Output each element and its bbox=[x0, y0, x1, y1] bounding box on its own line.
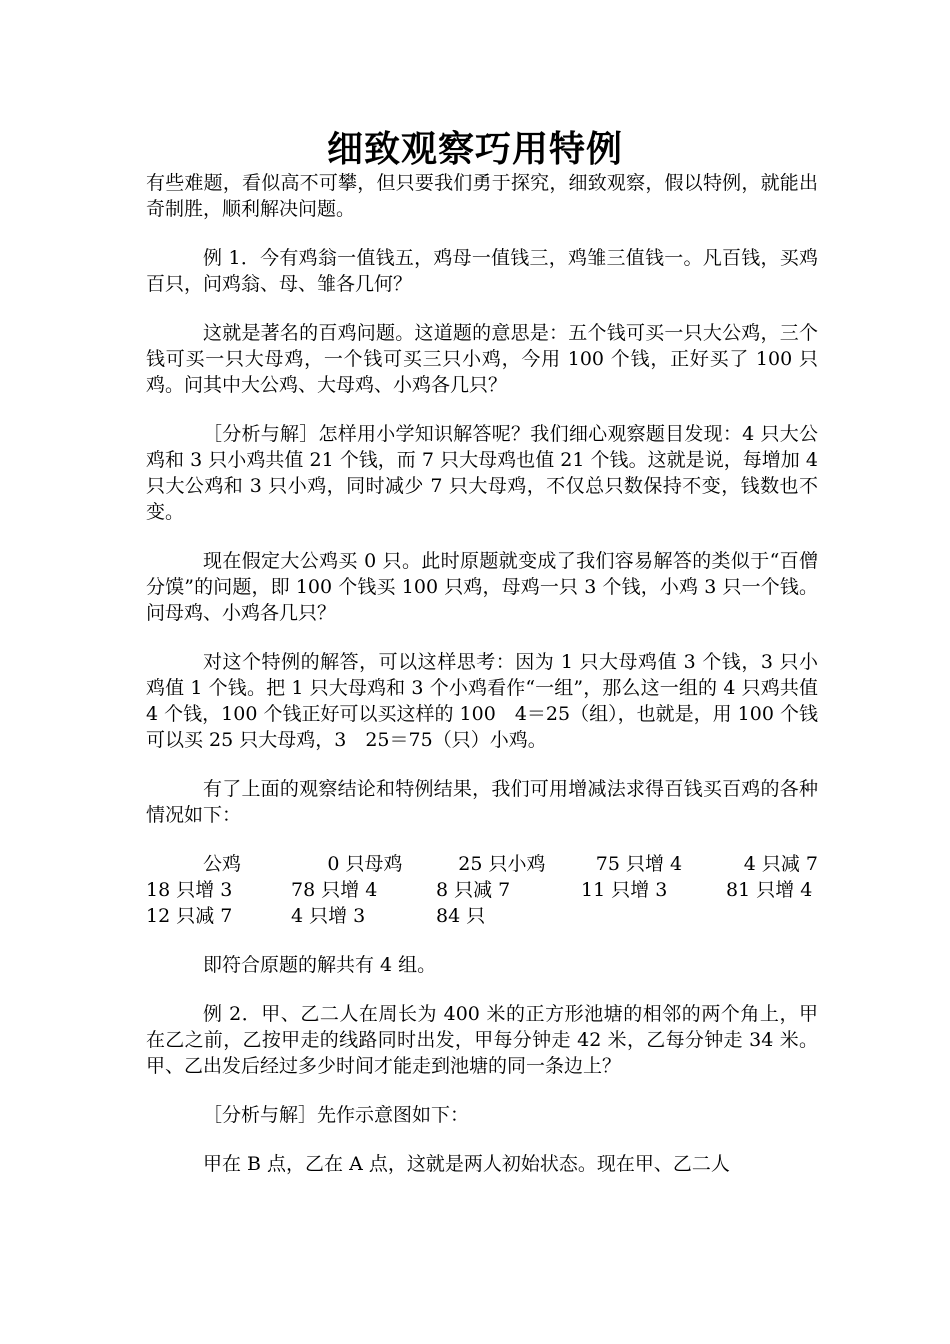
table-cell: 18 只增 3 bbox=[146, 879, 233, 901]
table-cell: 75 只增 4 bbox=[595, 853, 683, 875]
table-cell: 公鸡 bbox=[203, 853, 242, 875]
table-cell: 81 只增 4 bbox=[726, 879, 813, 901]
analysis-2-paragraph: ［分析与解］先作示意图如下： bbox=[203, 1104, 470, 1126]
table-cell: 84 只 bbox=[436, 905, 486, 927]
assumption-paragraph: 现在假定大公鸡买 0 只。此时原题就变成了我们容易解答的类似于“百僧分馍”的问题，即 100 个钱买 100 只鸡，母鸡一只 3 个钱，小鸡 3 只一个钱。问母鸡、小鸡各几只？ bbox=[146, 550, 818, 624]
document-title: 细致观察巧用特例 bbox=[326, 128, 623, 170]
summary-paragraph: 即符合原题的解共有 4 组。 bbox=[203, 954, 437, 976]
example-1-paragraph: 例 1．今有鸡翁一值钱五，鸡母一值钱三，鸡雏三值钱一。凡百钱，买鸡百只，问鸡翁、母、雏各几何？ bbox=[146, 247, 818, 295]
example-2-paragraph: 例 2．甲、乙二人在周长为 400 米的正方形池塘的相邻的两个角上，甲在乙之前，乙按甲走的线路同时出发，甲每分钟走 42 米，乙每分钟走 34 米。甲、乙出发后经过多少时间才能走到池塘的同一条边上？ bbox=[146, 1003, 818, 1077]
table-cell: 12 只减 7 bbox=[146, 905, 233, 927]
table-cell: 8 只减 7 bbox=[436, 879, 511, 901]
special-case-paragraph: 对这个特例的解答，可以这样思考：因为 1 只大母鸡值 3 个钱，3 只小鸡值 1 个钱。把 1 只大母鸡和 3 个小鸡看作“一组”，那么这一组的 4 只鸡共值 4 个钱，100 个钱正好可以买这样的 100 4＝25（组），也就是，用 100 个钱可以买 25 只大母鸡，3 25＝75（只）小鸡。 bbox=[146, 651, 818, 751]
table-row bbox=[146, 851, 818, 877]
analysis-1-paragraph: ［分析与解］怎样用小学知识解答呢？我们细心观察题目发现：4 只大公鸡和 3 只小鸡共值 21 个钱，而 7 只大母鸡也值 21 个钱。这就是说，每增加 4 只大公鸡和 3 只小鸡，同时减少 7 只大母鸡，不仅总只数保持不变，钱数也不变。 bbox=[146, 423, 818, 523]
meaning-paragraph: 这就是著名的百鸡问题。这道题的意思是：五个钱可买一只大公鸡，三个钱可买一只大母鸡，一个钱可买三只小鸡，今用 100 个钱，正好买了 100 只鸡。问其中大公鸡、大母鸡、小鸡各几只？ bbox=[146, 322, 818, 396]
table-row bbox=[146, 903, 818, 929]
table-cell: 11 只增 3 bbox=[581, 879, 668, 901]
table-cell: 4 只减 7 bbox=[743, 853, 818, 875]
table-cell: 4 只增 3 bbox=[291, 905, 366, 927]
document-body bbox=[146, 170, 818, 1200]
solutions-table bbox=[146, 851, 818, 929]
intro-paragraph: 有些难题，看似高不可攀，但只要我们勇于探究，细致观察，假以特例，就能出奇制胜，顺利解决问题。 bbox=[146, 172, 818, 220]
method-paragraph: 有了上面的观察结论和特例结果，我们可用增减法求得百钱买百鸡的各种情况如下： bbox=[146, 778, 818, 826]
table-cell: 78 只增 4 bbox=[291, 879, 378, 901]
table-row bbox=[146, 877, 818, 903]
table-cell: 0 只母鸡 bbox=[327, 853, 403, 875]
table-cell: 25 只小鸡 bbox=[458, 853, 546, 875]
initial-state-paragraph: 甲在 B 点，乙在 A 点，这就是两人初始状态。现在甲、乙二人 bbox=[203, 1153, 730, 1175]
